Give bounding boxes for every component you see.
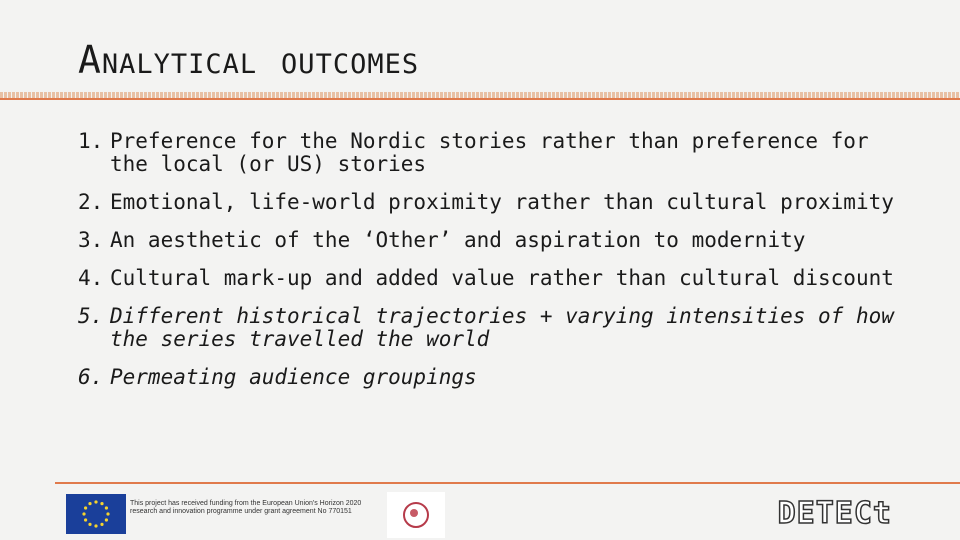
title-divider <box>0 92 960 100</box>
list-item-text: Permeating audience groupings <box>110 365 477 389</box>
list-item <box>78 229 898 252</box>
list-item-number: 4. <box>78 266 104 290</box>
footer-divider <box>55 482 960 484</box>
seal-emblem <box>403 502 429 528</box>
list-item <box>78 130 898 176</box>
list-item-text: An aesthetic of the ‘Other’ and aspiration to modernity <box>110 228 806 252</box>
list-item-text: Different historical trajectories + varying intensities of how the series travelled the world <box>110 304 894 351</box>
university-seal-icon <box>387 492 445 538</box>
eu-flag-icon <box>66 494 126 534</box>
list-item-text: Emotional, life-world proximity rather than cultural proximity <box>110 190 894 214</box>
list-item <box>78 267 898 290</box>
list-item-number: 5. <box>78 304 104 328</box>
list-item-number: 1. <box>78 129 104 153</box>
list-item <box>78 305 898 351</box>
list-item-number: 2. <box>78 190 104 214</box>
list-item-text: Preference for the Nordic stories rather than preference for the local (or US) stories <box>110 129 869 176</box>
list-item-text: Cultural mark-up and added value rather than cultural discount <box>110 266 894 290</box>
eu-stars-icon <box>66 494 126 534</box>
list-item <box>78 191 898 214</box>
list-item-number: 3. <box>78 228 104 252</box>
list-item-number: 6. <box>78 365 104 389</box>
outcomes-list <box>78 130 898 404</box>
funding-statement: This project has received funding from the European Union's Horizon 2020 research and innovation programme under grant agreement No 770151 <box>130 500 362 515</box>
list-item <box>78 366 898 389</box>
project-logo: DETECt <box>777 496 892 531</box>
page-title: Analytical outcomes <box>78 38 420 82</box>
footer <box>0 486 960 540</box>
